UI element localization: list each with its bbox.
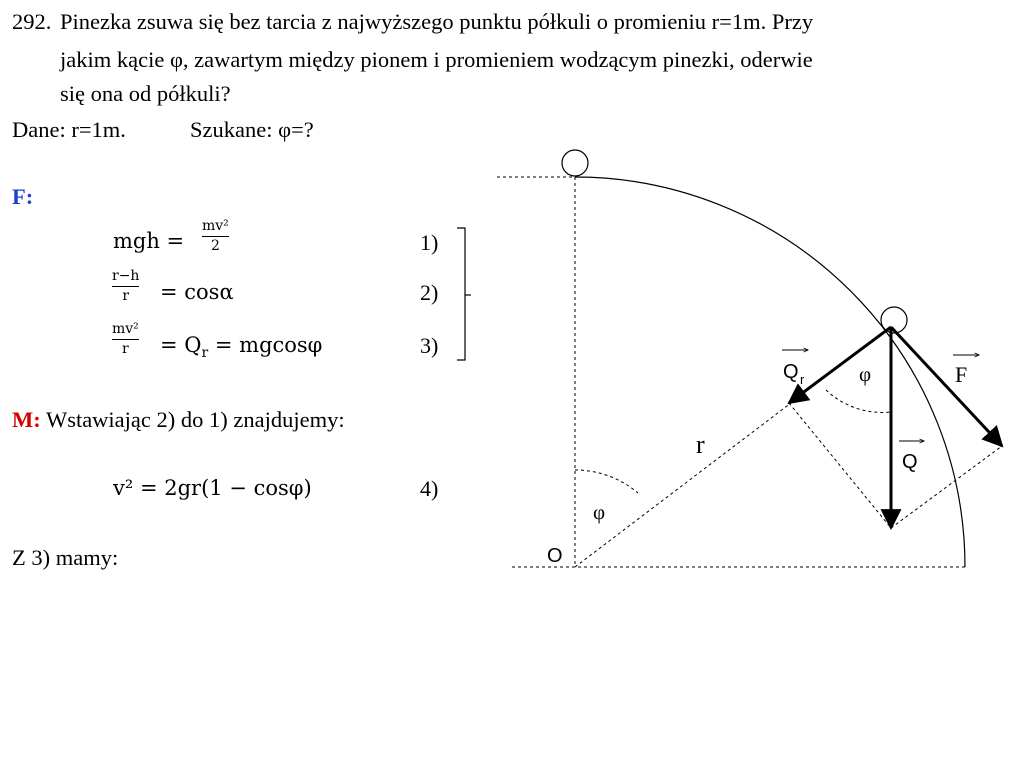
f-vector [891, 327, 1002, 446]
m-text: Wstawiając 2) do 1) znajdujemy: [40, 407, 345, 432]
sought-data: Szukane: φ=? [190, 117, 314, 142]
phi-label-pin: φ [859, 362, 872, 386]
eq1-numerator: mv² [202, 218, 229, 234]
f-label-diagram: F [955, 362, 968, 387]
eq1-denominator: 2 [210, 238, 220, 254]
qr-vector [789, 327, 891, 403]
z-line: Z 3) mamy: [12, 545, 119, 570]
m-label: M: [12, 407, 41, 432]
problem-line-2: jakim kącie φ, zawartym między pionem i promieniem wodzącym pinezki, oderwie [60, 47, 813, 72]
angle-arc-center [575, 470, 638, 493]
eq2-denominator: r [122, 288, 130, 304]
eq2-numerator: r−h [112, 268, 140, 284]
qr-label: Q [783, 361, 799, 383]
problem-line-1: Pinezka zsuwa się bez tarcia z najwyższego punktu półkuli o promieniu r=1m. Przy [60, 9, 814, 34]
eq2-right: = cosα [160, 280, 234, 304]
pin-top-circle [562, 150, 588, 176]
qr-label-subscript: r [800, 372, 805, 387]
hemisphere-arc [575, 177, 968, 567]
eq3-denominator: r [122, 341, 129, 357]
r-label: r [696, 430, 705, 459]
eq3-q: = Q [160, 333, 202, 357]
q-label: Q [902, 451, 918, 473]
eq3-number: 3) [420, 333, 439, 358]
eq4-number: 4) [420, 476, 439, 501]
eq1-number: 1) [420, 230, 439, 255]
eq2-number: 2) [420, 280, 439, 305]
problem-line-3: się ona od półkuli? [60, 81, 231, 106]
phi-label-center: φ [593, 500, 606, 524]
eq3-numerator: mv² [112, 321, 139, 337]
f-label: F: [12, 184, 34, 209]
eq1-left: mgh = [113, 229, 185, 253]
helper-dash-1 [789, 403, 891, 528]
problem-number: 292. [12, 9, 52, 34]
o-label: O [547, 545, 563, 567]
given-data: Dane: r=1m. [12, 117, 126, 142]
eq3-q-subscript: r [201, 345, 209, 362]
angle-arc-pin [826, 390, 891, 412]
eq4-expression: v² = 2gr(1 − cosφ) [113, 476, 312, 500]
eq3-tail: = mgcosφ [208, 333, 323, 357]
